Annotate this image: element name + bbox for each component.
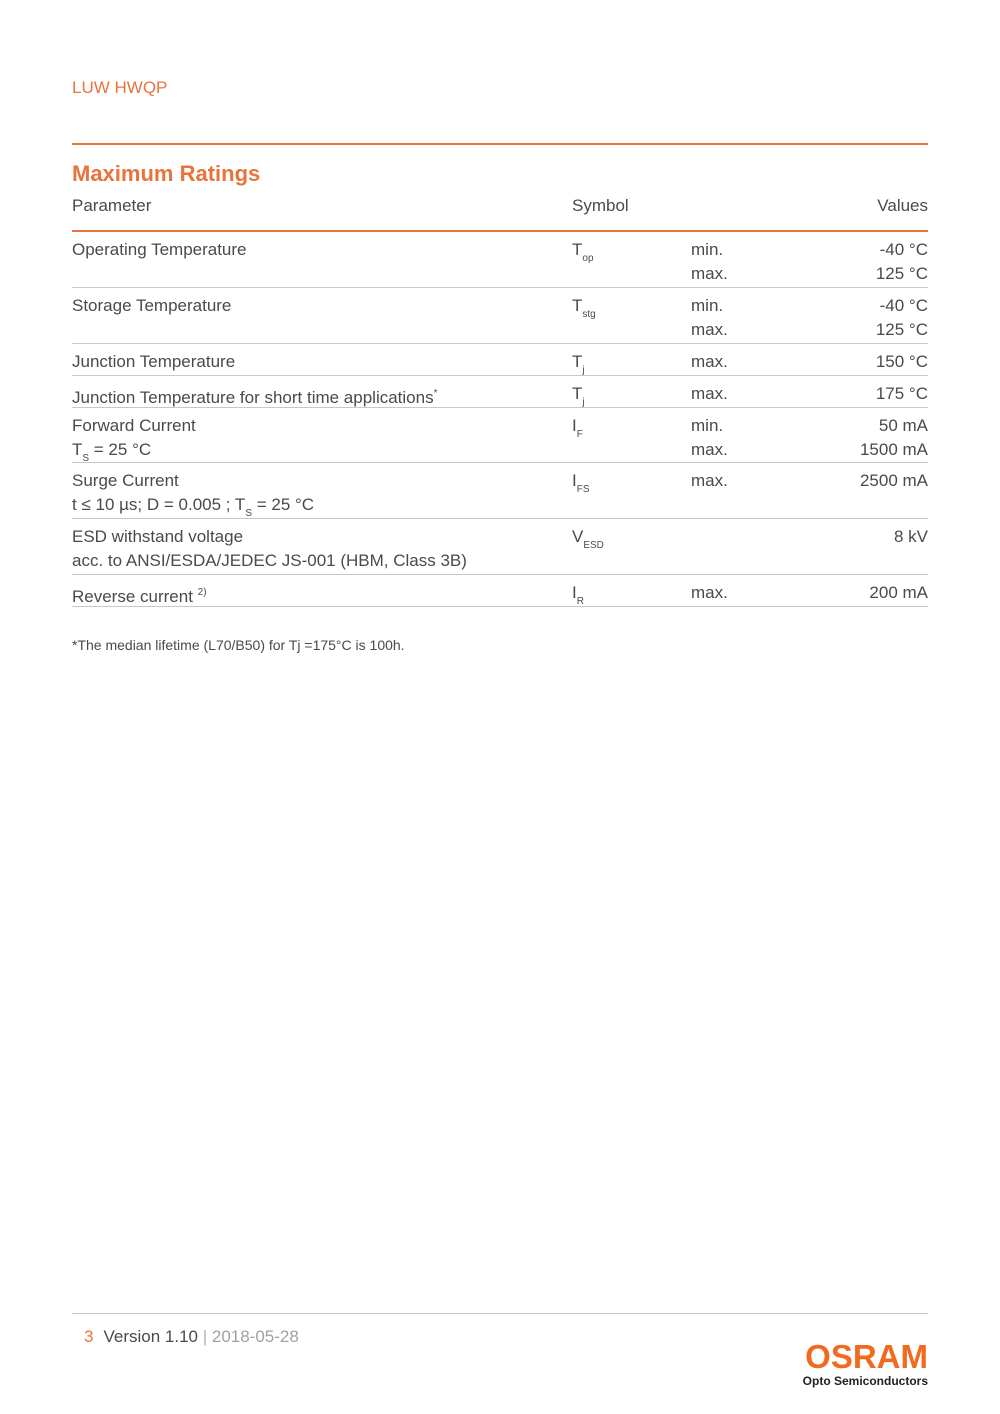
footer-separator: | [202, 1327, 208, 1346]
table-row [72, 519, 928, 575]
document-product-name: LUW HWQP [72, 78, 168, 97]
header-divider [72, 143, 928, 145]
row-value: 150 °C [875, 352, 928, 371]
row-value: -40 °C 125 °C [875, 296, 928, 339]
row-parameter: Junction Temperature for short time applications* [72, 388, 438, 407]
row-symbol: $V_{ESD}$ [572, 527, 604, 551]
row-parameter: Reverse current $^{2)}$ [72, 587, 207, 606]
row-parameter: Surge Current t ≤ 10 µs; D = 0.005 ; $T_S = 25$ °C [72, 471, 315, 519]
logo-wordmark: OSRAM [805, 1338, 928, 1375]
table-row [72, 344, 928, 376]
row-parameter: Operating Temperature [72, 240, 247, 259]
logo-tagline: Opto Semiconductors [802, 1374, 928, 1388]
release-date: 2018-05-28 [211, 1327, 299, 1346]
footer-divider [72, 1313, 928, 1314]
row-value: 8 kV [893, 527, 928, 546]
row-value: 175 °C [875, 384, 928, 403]
row-limit: max. [691, 384, 728, 403]
table-row [72, 408, 928, 463]
section-title: Maximum Ratings [72, 161, 261, 186]
table-row [72, 575, 928, 607]
page-footer [84, 1327, 299, 1347]
row-parameter: Storage Temperature [72, 296, 232, 315]
row-limit: max. [691, 583, 728, 602]
row-parameter: Junction Temperature [72, 352, 236, 371]
row-symbol: $T_j$ [572, 384, 585, 408]
row-symbol: $I_F$ [572, 416, 583, 440]
row-value: 200 mA [869, 583, 928, 602]
row-limit: min. max. [691, 240, 728, 283]
table-row [72, 288, 928, 344]
row-symbol: $I_{FS}$ [572, 471, 590, 495]
row-parameter: Forward Current $T_S = 25$ °C [72, 416, 196, 464]
footnote: *The median lifetime (L70/B50) for Tj =175°C is 100h. [72, 637, 405, 653]
column-header-values: Values [877, 196, 928, 215]
row-value: 50 mA 1500 mA [859, 416, 928, 459]
row-symbol: $I_R$ [572, 583, 584, 607]
table-row [72, 463, 928, 519]
page-number: 3 [84, 1327, 94, 1346]
table-row [72, 232, 928, 288]
row-limit: min. max. [691, 296, 728, 339]
row-value: -40 °C 125 °C [875, 240, 928, 283]
row-symbol: $T_{op}$ [572, 240, 594, 264]
table-row [72, 376, 928, 408]
row-symbol: $T_{stg}$ [572, 296, 596, 320]
row-limit: max. [691, 471, 728, 490]
maximum-ratings-table [72, 194, 928, 607]
row-limit: min. max. [691, 416, 728, 459]
version-label: Version 1.10 [103, 1327, 198, 1346]
row-limit: max. [691, 352, 728, 371]
table-header [72, 194, 928, 232]
row-value: 2500 mA [859, 471, 928, 490]
column-header-symbol: Symbol [572, 196, 629, 215]
row-parameter: ESD withstand voltage acc. to ANSI/ESDA/JEDEC JS-001 (HBM, Class 3B) [72, 527, 467, 570]
column-header-parameter: Parameter [72, 196, 152, 215]
row-symbol: $T_j$ [572, 352, 585, 376]
osram-logo [803, 1340, 928, 1388]
